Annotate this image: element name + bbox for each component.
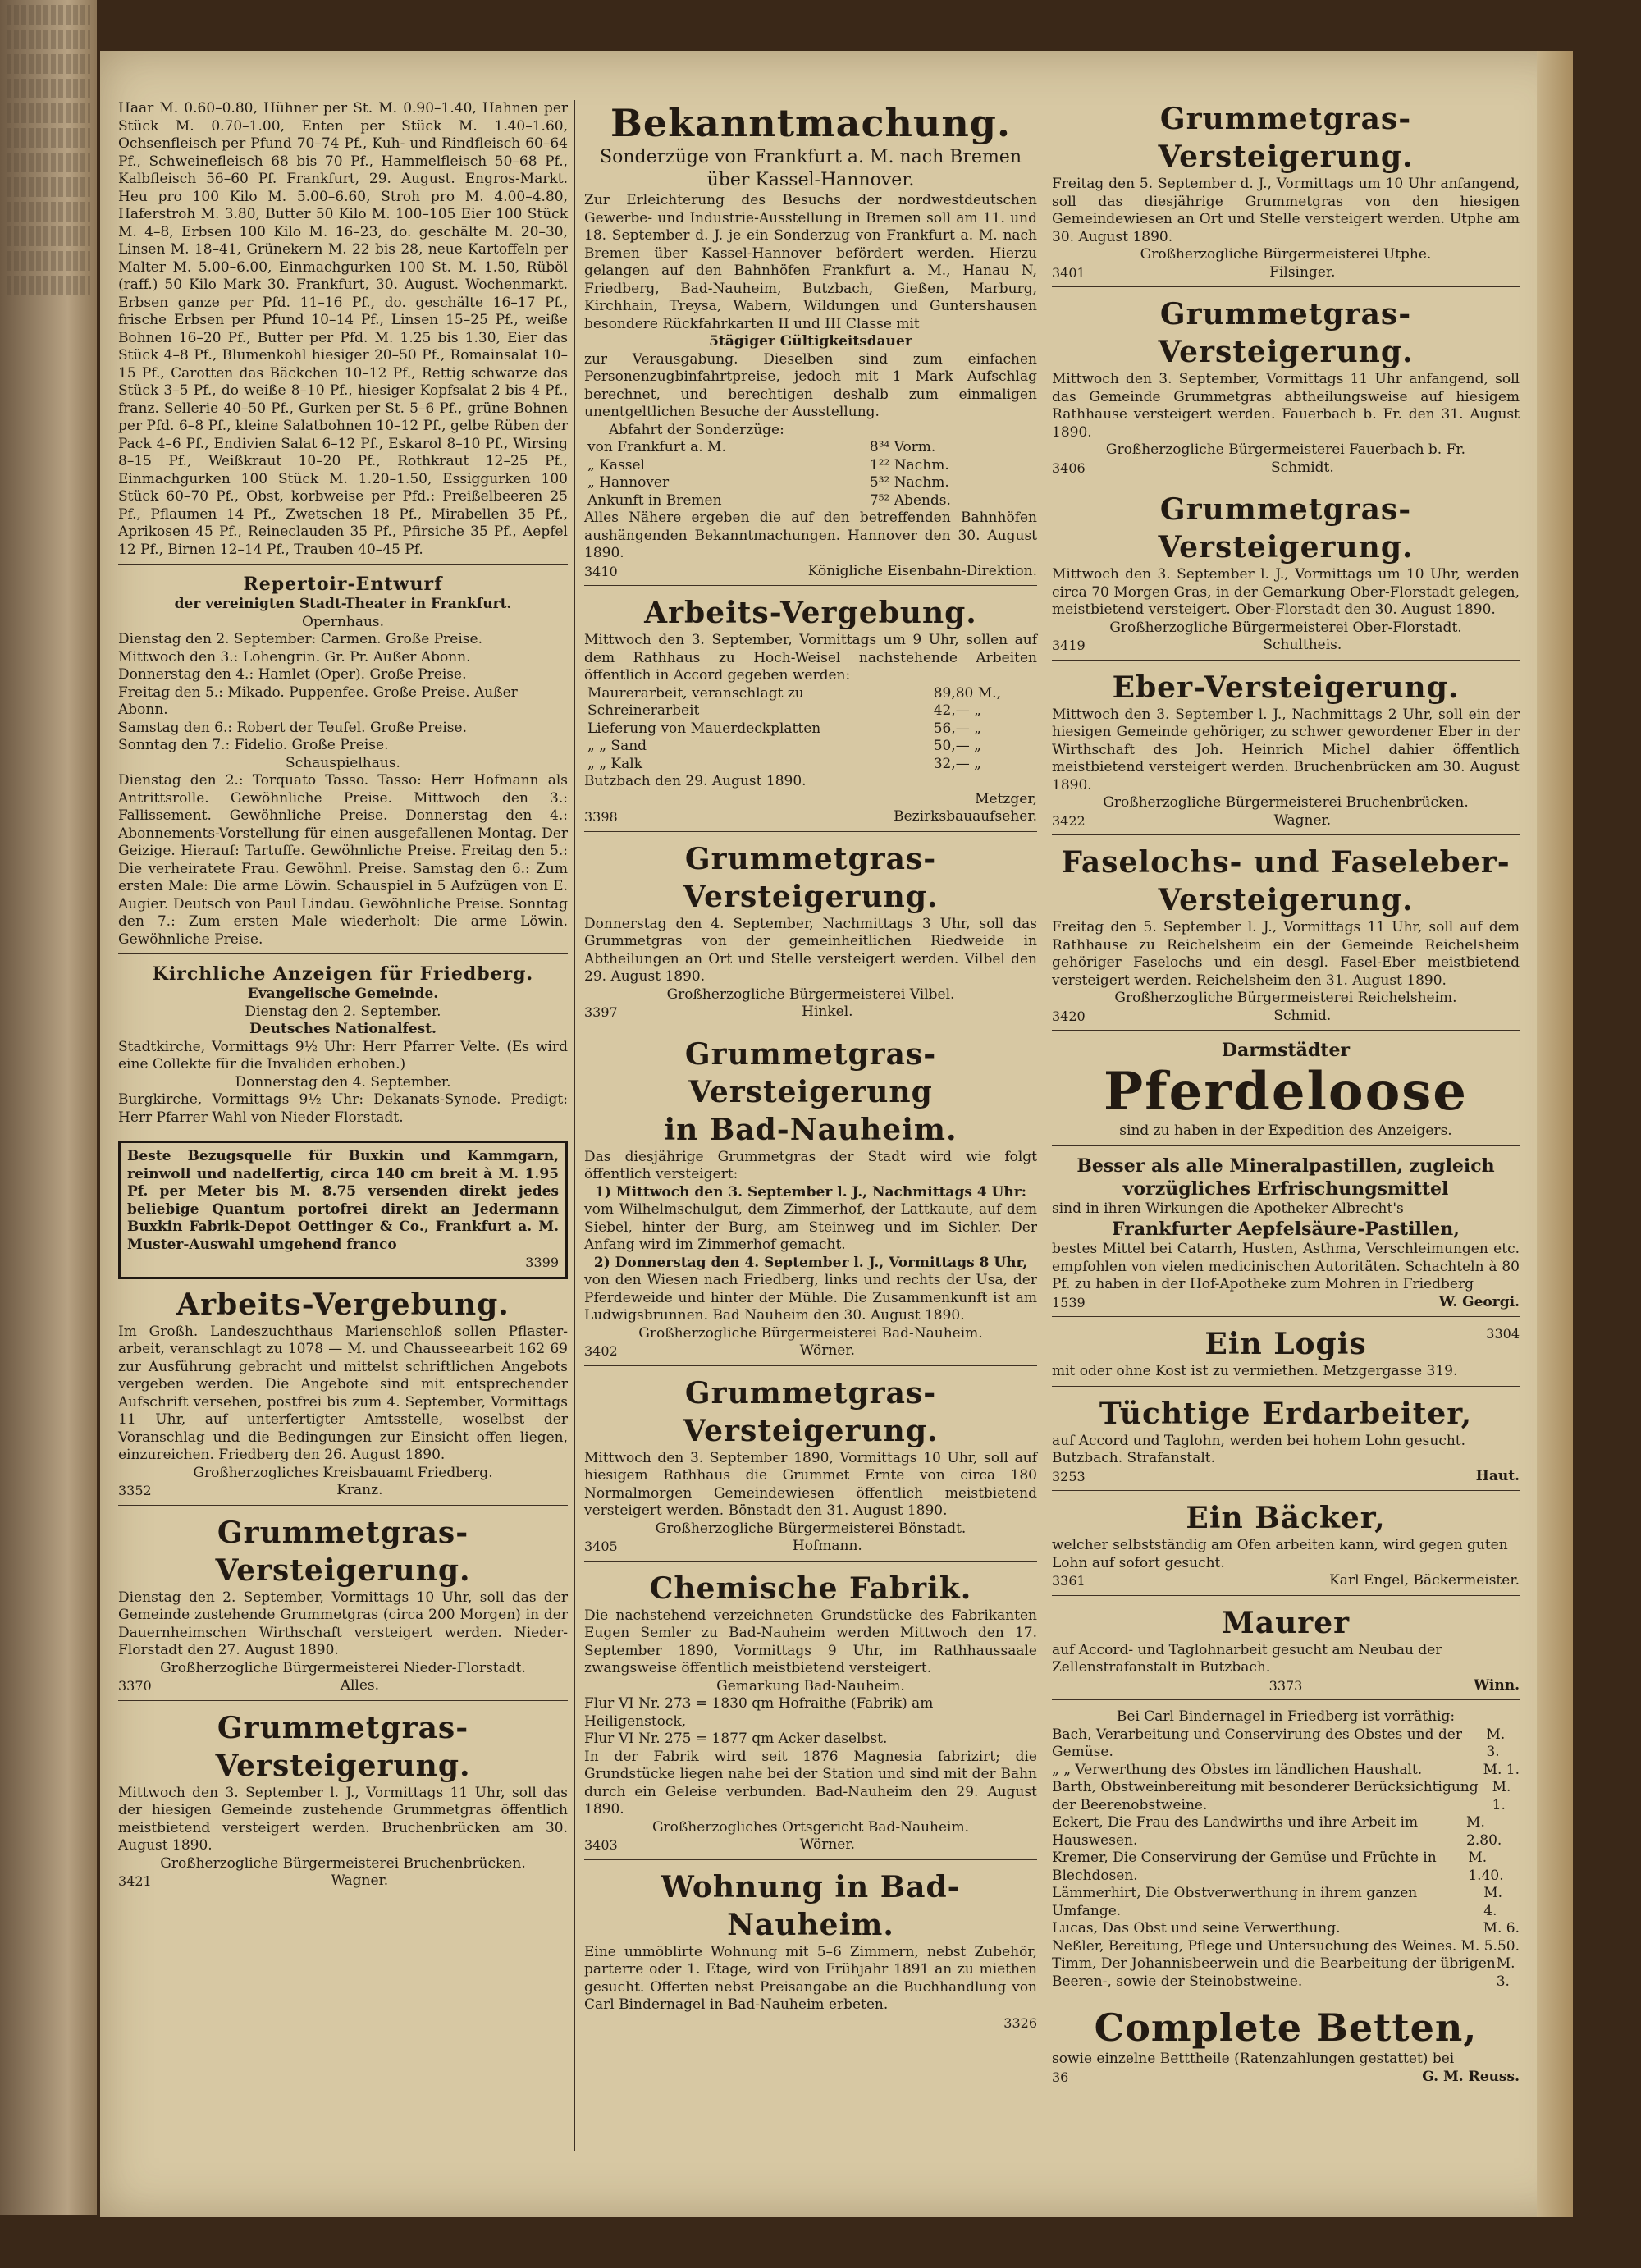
column-rule — [574, 100, 575, 2151]
ad-title: Grummetgras-Versteigerung. — [215, 1710, 471, 1783]
buxkin-ad — [118, 1141, 568, 1279]
list-item — [1052, 1850, 1520, 1885]
ad-number: 3326 — [1003, 2014, 1037, 2031]
ad-number: 3399 — [525, 1255, 559, 1270]
ad-text: Mittwoch den 3. September l. J., Vormittags 11 Uhr, soll das der hiesigen Gemeinde zustehende Grummetgras öffentlich meistbietend versteigert werden. Bruchenbrücken am 30. August 1890. — [118, 1784, 568, 1854]
ad-title: Maurer — [1221, 1605, 1351, 1640]
ad-name: Wörner. — [799, 1836, 856, 1853]
ad-signature: Großherzogliche Bürgermeisterei Bruchenbrücken. — [1103, 794, 1469, 811]
table-cell: 8³⁴ Vorm. — [869, 439, 936, 455]
grummet-ad — [1052, 100, 1520, 287]
ad-text: mit oder ohne Kost ist zu vermiethen. Metzgergasse 319. — [1052, 1363, 1458, 1379]
ad-text: von den Wiesen nach Friedberg, links und rechts der Usa, der Pferdeweide und hinter der Mühle. Die Zusammenkunft ist am Ludwigsbrunnen. Bad Nauheim den 30. August 1890. — [584, 1272, 1037, 1324]
ad-number: 3398 — [584, 809, 618, 825]
ad-text: Donnerstag den 4. September, Nachmittags 3 Uhr, soll das Grummetgras von der gemeinheitlichen Riedweide in Abtheilungen an Ort und Stelle versteigert werden. Vilbel den 29. August 1890. — [584, 915, 1037, 985]
ad-signature: W. Georgi. — [1438, 1293, 1520, 1310]
ad-text: Die nachstehend verzeichneten Grundstücke des Fabrikanten Eugen Semler zu Bad-Nauheim werden Mittwoch den 17. September 1890, Vormittags 9 Uhr, im Rathhaussaale zwangsweise öffentlich meistbietend versteigert. — [584, 1607, 1037, 1676]
book-title: Lämmerhirt, Die Obstverwerthung in ihrem ganzen Umfange. — [1052, 1885, 1418, 1919]
table-row — [584, 439, 1037, 457]
ad-number: 3421 — [118, 1873, 152, 1889]
opera-line: Samstag den 6.: Robert der Teufel. Große Preise. — [118, 719, 467, 736]
table-cell: 56,— „ — [933, 720, 981, 737]
ad-head: Besser als alle Mineralpastillen, zugleich vorzügliches Erfrischungsmittel — [1076, 1155, 1495, 1200]
table-cell: „ „ Kalk — [587, 755, 642, 772]
ad-title: Arbeits-Vergebung. — [176, 1287, 510, 1322]
table-cell: 5³² Nachm. — [869, 474, 949, 491]
ad-title: in Bad-Nauheim. — [664, 1112, 958, 1147]
ad-name: Wörner. — [799, 1342, 856, 1359]
page-right-border — [1537, 51, 1573, 2217]
list-item — [1052, 1762, 1520, 1780]
bekanntmachung-ad — [584, 100, 1037, 586]
ad-name: Schmidt. — [1270, 459, 1334, 476]
opera-heading: Opernhaus. — [301, 613, 385, 630]
ad-number: 3401 — [1052, 264, 1086, 281]
ad-title: Wohnung in Bad-Nauheim. — [661, 1869, 961, 1942]
book-price: M. 3. — [1496, 1955, 1515, 1990]
ad-name: Hofmann. — [792, 1538, 862, 1554]
arbeit-ad — [584, 594, 1037, 832]
times-heading: Abfahrt der Sonderzüge: — [609, 421, 784, 438]
ad-title: Chemische Fabrik. — [649, 1571, 972, 1606]
parcel-line: Flur VI Nr. 275 = 1877 qm Acker daselbst. — [584, 1731, 888, 1747]
ad-signature: Königliche Eisenbahn-Direktion. — [807, 562, 1037, 579]
table-cell: Maurerarbeit, veranschlagt zu — [587, 684, 804, 702]
ad-title: Grummetgras-Versteigerung — [684, 1036, 937, 1109]
ad-name: Wagner. — [331, 1872, 389, 1889]
ad-name: Filsinger. — [1269, 263, 1336, 281]
ad-signature: Großherzogliche Bürgermeisterei Bruchenbrücken. — [160, 1854, 526, 1872]
table-cell: „ „ Sand — [587, 738, 647, 754]
ad-date: Butzbach den 29. August 1890. — [584, 773, 807, 789]
table-row — [584, 474, 1037, 492]
grummet-ad — [584, 1374, 1037, 1562]
church-notice — [118, 963, 568, 1132]
pastillen-ad — [1052, 1155, 1520, 1318]
book-title: „ „ Verwerthung des Obstes im ländlichen Haushalt. — [1052, 1761, 1423, 1778]
book-price: M. 2.80. — [1466, 1814, 1502, 1849]
table-cell: „ Kassel — [587, 456, 645, 473]
ad-number: 3406 — [1052, 460, 1086, 476]
ad-name: Metzger, — [975, 790, 1037, 807]
book-price: M. 1. — [1483, 1761, 1520, 1778]
ad-signature: Großherzogliche Bürgermeisterei Fauerbach b. Fr. — [1105, 441, 1466, 458]
list-item — [1052, 1726, 1520, 1762]
ad-title: Ein Bäcker, — [1186, 1501, 1386, 1535]
ad-number: 3373 — [1268, 1677, 1303, 1694]
ad-signature: Großherzogliches Ortsgericht Bad-Nauheim. — [651, 1818, 970, 1836]
ad-text: Mittwoch den 3. September l. J., Vormittags um 10 Uhr, werden circa 70 Morgen Gras, in der Gemarkung Ober-Florstadt gelegen, meistbietend versteigert. Ober-Florstadt den 30. August 1890. — [1052, 566, 1520, 618]
table-row — [584, 492, 1037, 510]
ad-number: 3397 — [584, 1004, 618, 1020]
betten-ad — [1052, 2005, 1520, 2091]
ad-title: Grummetgras-Versteigerung. — [683, 1375, 939, 1448]
ad-title: Grummetgras-Versteigerung. — [215, 1515, 471, 1588]
chemische-fabrik-ad — [584, 1570, 1037, 1860]
ad-name: Winn. — [1474, 1676, 1520, 1694]
ad-title: Versteigerung. — [1158, 883, 1414, 917]
table-cell: von Frankfurt a. M. — [587, 439, 726, 455]
ad-signature: Großherzogliche Bürgermeisterei Utphe. — [1140, 246, 1432, 263]
cost-table — [584, 685, 1037, 774]
times-table — [584, 439, 1037, 510]
church-date: Donnerstag den 4. September. — [235, 1073, 451, 1091]
ad-text: Freitag den 5. September d. J., Vormittags um 10 Uhr anfangend, soll das diesjährige Grummetgras von den hiesigen Gemeindewiesen an Ort und Stelle versteigert werden. Utphe am 30. August 1890. — [1052, 176, 1520, 245]
ad-title: Eber-Versteigerung. — [1112, 670, 1460, 705]
ad-text: auf Accord und Taglohn, werden bei hohem Lohn gesucht. Butzbach. Strafanstalt. — [1052, 1432, 1466, 1466]
ad-signature: Großherzogliche Bürgermeisterei Bönstadt. — [655, 1520, 967, 1537]
ad-number: 3352 — [118, 1483, 152, 1498]
ad-name: Schultheis. — [1263, 637, 1342, 653]
opera-line: Dienstag den 2. September: Carmen. Große Preise. — [118, 631, 482, 647]
newspaper-page — [100, 51, 1573, 2217]
ad-text: Zur Erleichterung des Besuchs der nordwestdeutschen Gewerbe- und Industrie-Ausstellung in Bremen soll am 11. und 18. September d. J. je ein Sonderzug von Frankfurt a. M. nach Bremen über Kassel-Hannover befördert werden. Hierzu gelangen auf den Bahnhöfen Frankfurt a. M., Hanau N, Friedberg, Bad-Nauheim, Butzbach, Gießen, Marburg, Kirchhain, Treysa, Wabern, Wildungen und Guntershausen besondere Rückfahrkarten II und III Classe mit — [584, 192, 1037, 332]
list-item — [1052, 1814, 1520, 1850]
ad-number: 3419 — [1052, 638, 1086, 653]
ad-text: sowie einzelne Betttheile (Ratenzahlungen gestattet) bei — [1052, 2051, 1455, 2067]
buxkin-text: Beste Bezugsquelle für Buxkin und Kammgarn, reinwoll und nadelfertig, circa 140 cm breit à M. 1.95 Pf. per Meter bis M. 8.75 versenden direkt jedes beliebige Quantum portofrei direkt an Jedermann Buxkin Fabrik-Depot Oettinger & Co., Frankfurt a. M. Muster-Auswahl umgehend franco — [127, 1148, 559, 1253]
table-cell: 7⁵² Abends. — [869, 492, 951, 509]
grummet-ad — [1052, 295, 1520, 482]
church-text: Burgkirche, Vormittags 9½ Uhr: Dekanats-Synode. Predigt: Herr Pfarrer Wahl von Nieder Florstadt. — [118, 1091, 568, 1126]
ad-name: Kranz. — [336, 1482, 383, 1498]
ad-number: 3410 — [584, 563, 618, 579]
ad-title: Faselochs- und Faseleber- — [1061, 845, 1511, 880]
table-row — [584, 457, 1037, 475]
ad-number: 1539 — [1052, 1294, 1086, 1310]
ad-text: Mittwoch den 3. September 1890, Vormittags 10 Uhr, soll auf hiesigem Rathhaus die Grummet Ernte von circa 180 Normalmorgen Gemeindewiesen öffentlich meistbietend versteigert werden. Bönstadt den 31. August 1890. — [584, 1449, 1037, 1519]
erdarbeiter-ad — [1052, 1395, 1520, 1492]
ad-signature: Großherzogliche Bürgermeisterei Reichelsheim. — [1114, 990, 1457, 1006]
ad-name: Hinkel. — [802, 1004, 853, 1020]
ad-number: 3253 — [1052, 1468, 1086, 1484]
ad-text: Im Großh. Landeszuchthaus Marienschloß sollen Pflaster-arbeit, veranschlagt zu 1078 — M. und Chausseearbeit 162 69 zur Ausführung gebracht und mittelst schriftlichen Angebots vergeben werden. Die Angebote sind mit entsprechender Aufschrift versehen, postfrei bis zum 4. September, Vormittags 11 Uhr, auf unterfertigter Amtsstelle, woselbst der Voranschlag und die Bedingungen zur Einsicht offen liegen, einzureichen. Friedberg den 26. August 1890. — [118, 1323, 568, 1463]
column-1 — [118, 100, 568, 1904]
ad-text: In der Fabrik wird seit 1876 Magnesia fabrizirt; die Grundstücke liegen nahe bei der Station und sind mit der Bahn durch ein Geleise verbunden. Bad-Nauheim den 29. August 1890. — [584, 1748, 1037, 1818]
grummet-ad — [118, 1514, 568, 1701]
ad-date-line: 2) Donnerstag den 4. September l. J., Vormittags 8 Uhr, — [593, 1254, 1028, 1271]
arbeit-ad — [118, 1286, 568, 1506]
grummet-ad — [584, 840, 1037, 1027]
table-row — [584, 738, 1037, 756]
eber-ad — [1052, 669, 1520, 836]
ad-number: 3420 — [1052, 1008, 1086, 1024]
schauspiel-text: Dienstag den 2.: Torquato Tasso. Tasso: Herr Hofmann als Antrittsrolle. Gewöhnliche Preise. Mittwoch den 3.: Fallissement. Gewöhnliche Preise. Donnerstag den 4.: Abonnements-Vorstellung für einen ausgefallenen Montag. Der Geizige. Hierauf: Tartuffe. Gewöhnliche Preise. Freitag den 5.: Die verheiratete Frau. Gewöhnl. Preise. Samstag den 6.: Zum ersten Male: Die arme Löwin. Schauspiel in 5 Aufzügen von E. Augier. Deutsch von Paul Lindau. Gewöhnliche Preise. Sonntag den 7.: Zum ersten Male wiederholt: Die arme Löwin. Gewöhnliche Preise. — [118, 772, 568, 948]
parcel-line: Flur VI Nr. 273 = 1830 qm Hofraithe (Fabrik) am Heiligenstock, — [584, 1695, 934, 1730]
ad-name: Schmid. — [1273, 1007, 1332, 1024]
book-price: M. 1. — [1492, 1779, 1511, 1813]
grummet-ad — [1052, 491, 1520, 661]
ad-text: zur Verausgabung. Dieselben sind zum einfachen Personenzugbinfahrtpreise, jedoch mit 1 Mark Aufschlag berechnet, und berechtigen deshalb zum einmaligen unentgeltlichen Besuche der Ausstellung. — [584, 350, 1037, 420]
ad-text: Mittwoch den 3. September, Vormittags 11 Uhr anfangend, soll das Gemeinde Grummetgras abtheilungsweise auf hiesigem Rathhause versteigert werden. Fauerbach b. Fr. den 31. August 1890. — [1052, 371, 1520, 441]
ad-text: Mittwoch den 3. September l. J., Nachmittags 2 Uhr, soll ein der hiesigen Gemeinde gehöriger, zu schwer gewordener Eber in der Wirthschaft des Joh. Heinrich Michel dahier öffentlich meistbietend versteigert werden. Bruchenbrücken am 30. August 1890. — [1052, 706, 1520, 793]
pferdeloose-ad — [1052, 1039, 1520, 1146]
opera-line: Donnerstag den 4.: Hamlet (Oper). Große Preise. — [118, 666, 467, 683]
book-title: Bach, Verarbeitung und Conservirung des Obstes und der Gemüse. — [1052, 1726, 1462, 1760]
church-title: Kirchliche Anzeigen für Friedberg. — [152, 963, 534, 985]
table-row — [584, 756, 1037, 774]
ad-title: Grummetgras-Versteigerung. — [683, 841, 939, 914]
table-cell: 42,— „ — [933, 702, 981, 719]
ad-date-line: 1) Mittwoch den 3. September l. J., Nachmittags 4 Uhr: — [595, 1183, 1026, 1200]
book-price: M. 1.40. — [1468, 1850, 1504, 1884]
ad-number: 3402 — [584, 1343, 618, 1359]
ad-name: Alles. — [340, 1677, 380, 1694]
book-price: M. 6. — [1483, 1920, 1520, 1936]
previous-page-edge — [0, 0, 97, 2215]
ad-highlight: 5tägiger Gültigkeitsdauer — [709, 333, 912, 350]
ad-number: 3403 — [584, 1837, 618, 1853]
baecker-ad — [1052, 1499, 1520, 1596]
ad-name: G. M. Reuss. — [1422, 2068, 1520, 2085]
table-cell: Ankunft in Bremen — [587, 492, 722, 509]
maurer-ad — [1052, 1604, 1520, 1701]
wohnung-ad — [584, 1868, 1037, 2037]
logis-ad — [1052, 1325, 1520, 1387]
opera-line: Mittwoch den 3.: Lohengrin. Gr. Pr. Außer Abonn. — [118, 648, 471, 665]
theatre-subtitle: der vereinigten Stadt-Theater in Frankfurt. — [174, 596, 512, 612]
ad-number: 3370 — [118, 1678, 152, 1694]
table-cell: 89,80 M., — [933, 684, 1001, 702]
ad-title: Complete Betten, — [1094, 2005, 1478, 2050]
ad-title: Grummetgras-Versteigerung. — [1158, 297, 1414, 369]
ad-text: sind zu haben in der Expedition des Anzeigers. — [1119, 1123, 1452, 1139]
ad-number: 3361 — [1052, 1573, 1086, 1589]
list-item — [1052, 1920, 1520, 1938]
product-name: Frankfurter Aepfelsäure-Pastillen, — [1112, 1219, 1460, 1240]
ad-signature: Großherzogliche Bürgermeisterei Ober-Florstadt. — [1109, 619, 1462, 636]
ad-title: Arbeits-Vergebung. — [644, 596, 977, 630]
ad-subheading: Gemarkung Bad-Nauheim. — [716, 1677, 905, 1694]
faselochs-ad — [1052, 844, 1520, 1031]
ad-signature: Großherzogliche Bürgermeisterei Nieder-Florstadt. — [160, 1659, 526, 1676]
ad-title: Bekanntmachung. — [610, 101, 1011, 145]
table-cell: 32,— „ — [933, 755, 981, 772]
ad-subtitle: Sonderzüge von Frankfurt a. M. nach Bremen über Kassel-Hannover. — [600, 147, 1022, 190]
ad-number: 3304 — [1486, 1326, 1520, 1342]
table-cell: 50,— „ — [933, 738, 981, 754]
schauspiel-heading: Schauspielhaus. — [286, 754, 400, 771]
list-item — [1052, 1955, 1520, 1991]
church-text: Stadtkirche, Vormittags 9½ Uhr: Herr Pfarrer Velte. (Es wird eine Collekte für die Invaliden erhoben.) — [118, 1038, 568, 1072]
theatre-title: Repertoir-Entwurf — [243, 574, 443, 595]
ad-title: Ein Logis — [1204, 1327, 1367, 1361]
market-text: Haar M. 0.60–0.80, Hühner per St. M. 0.90–1.40, Hahnen per Stück M. 0.70–1.00, Enten per Stück M. 1.40–1.60, Ochsenfleisch per Pfund 70–74 Pf., Kuh- und Rindfleisch 60–64 Pf., Schweinefleisch 68 bis 70 Pf., Hammelfleisch 50–68 Pf., Kalbfleisch 56–60 Pf. Frankfurt, 29. August. Engros-Markt. Heu pro 100 Kilo M. 5.00–6.60, Stroh pro M. 4.00–4.80, Haferstroh M. 3.80, Butter 50 Kilo M. 100–105 Eier 100 Stück M. 4–8, Erbsen 100 Kilo M. 16–23, do. geschälte M. 20–30, Linsen M. 18–41, Grünekern M. 22 bis 28, neue Kartoffeln per Malter M. 5.00–6.00, Einmachgurken 100 St. M. 1.50, Rüböl (raff.) 50 Kilo Mark 30. Frankfurt, 30. August. Wochenmarkt. Erbsen ganze per Pfd. 11–16 Pf., do. geschälte 16–17 Pf., frische Erbsen per Pfund 10–14 Pf., Linsen 15–25 Pf., weiße Bohnen 16–20 Pf., Butter per Pfd. M. 1.25 bis 1.30, Eier das Stück 4–8 Pf., Blumenkohl hiesiger 20–50 Pf., Romainsalat 10–15 Pf., Carotten das Bäckchen 10–12 Pf., Rettig schwarze das Stück 3–5 Pf., do weiße 8–10 Pf., hiesiger Kopfsalat 2 bis 4 Pf., franz. Sellerie 40–50 Pf., Gurken per St. 5–6 Pf., grüne Bohnen per Pfd. 6–8 Pf., kleine Salatbohnen 10–12 Pf., gelbe Rüben der Pack 4–6 Pf., Endivien Salat 6–12 Pf., Eskarol 8–10 Pf., Wirsing 8–15 Pf., Weißkraut 10–20 Pf., Rothkraut 12–25 Pf., Einmachgurken 100 Stück M. 1.20–1.50, Essiggurken 100 Stück 60–70 Pf., Obst, korbweise per Pfd.: Preißelbeeren 25 Pf., Pflaumen 14 Pf., Zwetschen 18 Pf., Mirabellen 35 Pf., Aprikosen 45 Pf., Reineclauden 35 Pf., Pfirsiche 35 Pf., Aepfel 12 Pf., Birnen 12–14 Pf., Trauben 40–45 Pf. — [118, 100, 568, 558]
table-cell: Lieferung von Mauerdeckplatten — [587, 720, 821, 737]
ad-text: auf Accord- und Taglohnarbeit gesucht am Neubau der Zellenstrafanstalt in Butzbach. — [1052, 1641, 1442, 1676]
ad-number: 36 — [1052, 2069, 1069, 2085]
book-price: M. 4. — [1483, 1885, 1503, 1919]
ad-text: Dienstag den 2. September, Vormittags 10 Uhr, soll das der Gemeinde zustehende Grummetgras (circa 200 Morgen) in der Dauernheimschen Wirthschaft versteigert werden. Nieder-Florstadt den 27. August 1890. — [118, 1589, 568, 1658]
ad-text: Freitag den 5. September l. J., Vormittags 11 Uhr, soll auf dem Rathhause zu Reichelsheim ein der Gemeinde Reichelsheim gehöriger Faselochs und ein desgl. Fasel-Eber meistbietend versteigert werden. Reichelsheim den 31. August 1890. — [1052, 919, 1520, 989]
ad-head: Darmstädter — [1221, 1040, 1351, 1061]
table-cell: 1²² Nachm. — [869, 456, 949, 473]
ad-text: welcher selbstständig am Ofen arbeiten kann, wird gegen guten Lohn auf sofort gesucht. — [1052, 1537, 1508, 1571]
opera-line: Freitag den 5.: Mikado. Puppenfee. Große Preise. Außer Abonn. — [118, 684, 518, 718]
market-report — [118, 100, 568, 565]
column-3 — [1052, 100, 1520, 2099]
bad-nauheim-ad — [584, 1036, 1037, 1366]
table-cell: „ Hannover — [587, 474, 670, 491]
book-price: M. 3. — [1486, 1726, 1506, 1760]
table-row — [584, 720, 1037, 738]
ad-text: bestes Mittel bei Catarrh, Husten, Asthma, Verschleimungen etc. empfohlen von vielen medicinischen Autoritäten. Schachteln à 80 Pf. zu haben in der Hof-Apotheke zum Mohren in Friedberg — [1052, 1241, 1520, 1292]
table-row — [584, 685, 1037, 703]
book-title: Timm, Der Johannisbeerwein und die Bearbeitung der übrigen Beeren-, sowie der Steinobstweine. — [1052, 1955, 1496, 1990]
church-subtitle: Evangelische Gemeinde. — [247, 985, 439, 1002]
ad-number: 3405 — [584, 1539, 618, 1554]
ad-signature: Bezirksbauaufseher. — [894, 808, 1037, 825]
book-title: Kremer, Die Conservirung der Gemüse und Früchte in Blechdosen. — [1052, 1850, 1437, 1884]
ad-text: sind in ihren Wirkungen die Apotheker Albrecht's — [1052, 1200, 1404, 1217]
ad-title: Pferdeloose — [1104, 1061, 1468, 1123]
ad-name: Wagner. — [1273, 812, 1332, 829]
grummet-ad — [118, 1709, 568, 1895]
opera-line: Sonntag den 7.: Fidelio. Große Preise. — [118, 737, 389, 753]
column-2 — [584, 100, 1037, 2045]
ad-text: Das diesjährige Grummetgras der Stadt wird wie folgt öffentlich versteigert: — [584, 1148, 1037, 1182]
church-fest: Deutsches Nationalfest. — [249, 1021, 437, 1037]
book-title: Barth, Obstweinbereitung mit besonderer Berücksichtigung der Beerenobstweine. — [1052, 1779, 1479, 1813]
list-item — [1052, 1885, 1520, 1920]
ad-title: Tüchtige Erdarbeiter, — [1099, 1396, 1473, 1431]
ad-text: Mittwoch den 3. September, Vormittags um 9 Uhr, sollen auf dem Rathhaus zu Hoch-Weisel nachstehende Arbeiten öffentlich in Accord gegeben werden: — [584, 632, 1037, 684]
list-item — [1052, 1938, 1520, 1956]
ad-text: vom Wilhelmschulgut, dem Zimmerhof, der Lattkaute, auf dem Siebel, hinter der Burg, am Steinweg und im Sichler. Der Anfang wird im Zimmerhof gemacht. — [584, 1201, 1037, 1253]
theatre-notice — [118, 573, 568, 954]
ad-text: Alles Nähere ergeben die auf den betreffenden Bahnhöfen aushängenden Bekanntmachungen. Hannover den 30. August 1890. — [584, 510, 1037, 561]
ad-number: 3422 — [1052, 812, 1086, 829]
table-cell: Schreinerarbeit — [587, 702, 700, 719]
ad-name: Haut. — [1475, 1467, 1520, 1484]
book-price: M. 5.50. — [1460, 1937, 1520, 1955]
ad-title: Grummetgras-Versteigerung. — [1158, 492, 1414, 565]
table-row — [584, 702, 1037, 720]
book-title: Neßler, Bereitung, Pflege und Untersuchung des Weines. — [1052, 1937, 1457, 1955]
church-date: Dienstag den 2. September. — [245, 1003, 441, 1020]
book-title: Eckert, Die Frau des Landwirths und ihre Arbeit im Hauswesen. — [1052, 1814, 1419, 1849]
ad-title: Grummetgras-Versteigerung. — [1158, 102, 1414, 174]
ad-signature: Großherzogliche Bürgermeisterei Bad-Nauheim. — [638, 1324, 983, 1342]
book-title: Lucas, Das Obst und seine Verwerthung. — [1052, 1920, 1341, 1936]
ad-text: Eine unmöblirte Wohnung mit 5–6 Zimmern, nebst Zubehör, parterre oder 1. Etage, wird von Frühjahr 1891 an zu miethen gesucht. Offerten nebst Preisangabe an die Buchhandlung von Carl Bindernagel in Bad-Nauheim erbeten. — [584, 1943, 1037, 2013]
ad-name: Karl Engel, Bäckermeister. — [1329, 1572, 1520, 1589]
bindernagel-books-ad — [1052, 1708, 1520, 1996]
list-item — [1052, 1779, 1520, 1814]
ad-signature: Großherzogliches Kreisbauamt Friedberg. — [193, 1464, 493, 1481]
ad-head: Bei Carl Bindernagel in Friedberg ist vorräthig: — [1116, 1708, 1456, 1725]
ad-signature: Großherzogliche Bürgermeisterei Vilbel. — [666, 985, 955, 1003]
